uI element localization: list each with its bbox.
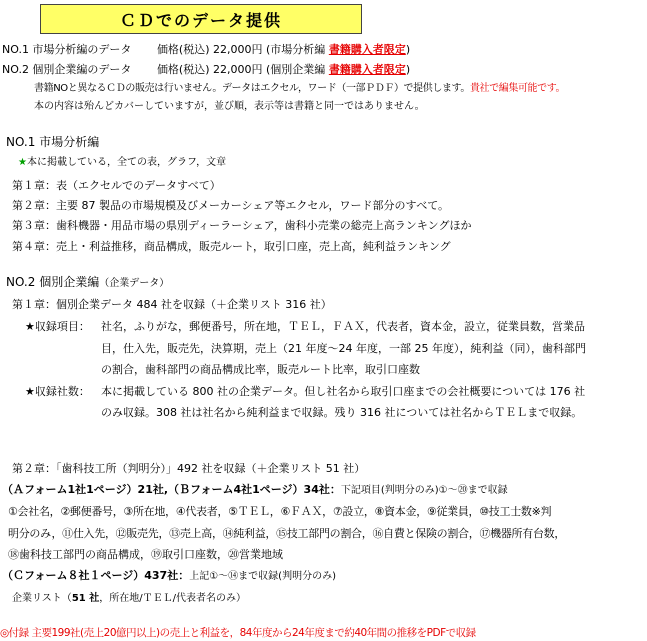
count-line-1: 本に掲載している 800 社の企業データ。但し社名から取引口座までの会社概要については 176 社 — [101, 385, 586, 398]
section1-chapter-4: 第４章：売上・利益推移，商品構成，販売ルート，取引口座，売上高，純利益ランキング — [12, 240, 451, 253]
appendix-footer: ◎付録 主要199社(売上20億円以上)の売上と利益を，84年度から24年度まで約40年間の推移をPDFで収録 — [0, 627, 476, 639]
form-c-label: （Ｃフォーム８社１ページ）437社： — [2, 569, 190, 582]
title-banner — [40, 4, 362, 34]
field-line-3: ⑱歯科技工部門の商品構成，⑲取引口座数，⑳営業地域 — [8, 548, 283, 561]
form-c-line — [2, 570, 336, 583]
company-list-text-b: ，所在地/ＴＥＬ/代表者名のみ） — [99, 593, 246, 604]
product-row-1 — [2, 44, 410, 57]
section2-heading-sub: （企業データ） — [99, 278, 170, 289]
section1-summary — [18, 157, 226, 169]
form-a-text: 下記項目(判明分のみ)①〜⑳まで収録 — [340, 485, 508, 496]
section2-chapter-2: 第２章：「歯科技工所（判明分）」492 社を収録（＋企業リスト 51 社） — [12, 462, 366, 475]
items-line-1: 社名，ふりがな，郵便番号，所在地，ＴＥＬ，ＦＡＸ，代表者，資本金，設立，従業員数，営業品 — [101, 320, 585, 333]
section1-chapter-1: 第１章：表（エクセルでのデータすべて） — [12, 179, 221, 192]
product-row-2 — [2, 64, 410, 77]
items-line-2: 目，仕入先，販売先，決算期，売上（21 年度〜24 年度，一部 25 年度），純利益（同），歯科部門 — [101, 342, 586, 355]
field-line-2: 明分のみ，⑪仕入先，⑫販売先，⑬売上高，⑭純利益，⑮技工部門の割合，⑯自費と保険の割合，⑰機器所有台数， — [8, 527, 566, 540]
notice-line-1 — [34, 83, 565, 95]
company-list-count: 51 社 — [71, 593, 100, 604]
product-price: 価格(税込) 22,000円 — [156, 63, 263, 76]
count-label: ★収録社数： — [25, 385, 90, 398]
field-line-1: ①会社名，②郵便番号，③所在地，④代表者，⑤ＴＥＬ，⑥ＦＡＸ，⑦設立，⑧資本金，⑨従業員，⑩技工士数※判 — [8, 505, 552, 518]
section2-chapter-1: 第１章：個別企業データ 484 社を収録（＋企業リスト 316 社） — [12, 298, 332, 311]
section1-chapter-2: 第２章：主要 87 製品の市場規模及びメーカーシェア等エクセル，ワード部分のすべて。 — [12, 199, 450, 212]
notice-line-2: 本の内容は殆んどカバーしていますが，並び順，表示等は書籍と同一ではありません。 — [34, 101, 425, 112]
section1-chapter-3: 第３章：歯科機器・用品市場の県別ディーラーシェア，歯科小売業の総売上高ランキングほか — [12, 219, 472, 232]
section1-summary-text: 本に掲載している，全ての表，グラフ，文章 — [26, 157, 227, 168]
notice-red-text: 貴社で編集可能です。 — [469, 83, 566, 94]
form-a-line — [2, 484, 508, 497]
form-a-label: （Ａフォーム1社1ページ）21社,（Ｂフォーム4社1ページ）34社： — [2, 483, 341, 496]
section2-heading-main: NO.2 個別企業編 — [6, 275, 100, 289]
product-name: NO.2 個別企業編のデータ — [2, 63, 132, 76]
product-price: 価格(税込) 22,000円 — [156, 43, 263, 56]
star-icon: ★ — [18, 157, 27, 168]
product-note-close: ) — [405, 43, 411, 56]
product-note-open: (市場分析編 — [266, 43, 329, 56]
form-c-text: 上記①〜⑭まで収録(判明分のみ) — [189, 571, 336, 582]
items-label: ★収録項目： — [25, 320, 90, 333]
section2-heading — [6, 276, 169, 290]
product-note-red: 書籍購入者限定 — [328, 63, 406, 76]
product-note-close: ) — [405, 63, 411, 76]
page-title: ＣＤでのデータ提供 — [119, 10, 282, 30]
product-note-red: 書籍購入者限定 — [328, 43, 406, 56]
product-note-open: (個別企業編 — [266, 63, 329, 76]
notice-text: 書籍NOと異なるＣＤの販売は行いません。データはエクセル，ワード（一部ＰＤＦ）で提供します。 — [34, 83, 470, 94]
items-line-3: の割合，歯科部門の商品構成比率，販売ルート比率，取引口座数 — [101, 363, 420, 376]
company-list-line — [12, 593, 246, 605]
section1-heading: NO.1 市場分析編 — [6, 135, 100, 149]
company-list-text-a: 企業リスト（ — [12, 593, 72, 604]
product-name: NO.1 市場分析編のデータ — [2, 43, 132, 56]
count-line-2: のみ収録。308 社は社名から純利益まで収録。残り 316 社については社名からＴＥＬまで収録。 — [101, 406, 583, 419]
